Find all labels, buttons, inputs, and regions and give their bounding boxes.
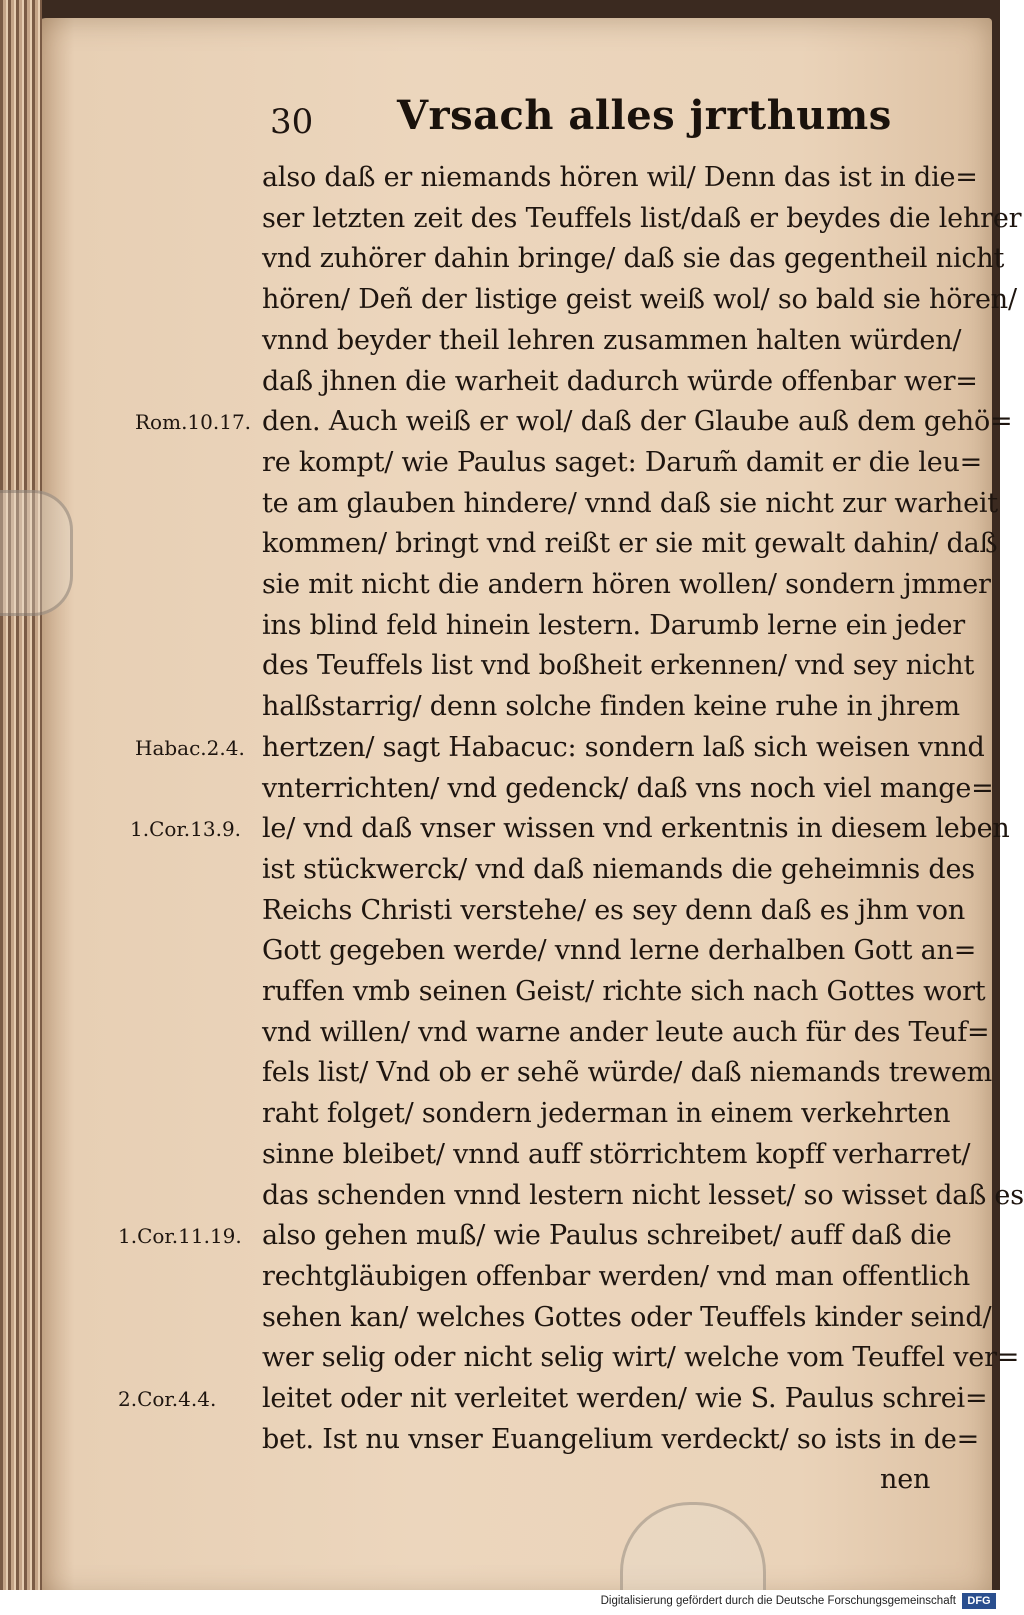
page-header	[262, 92, 922, 152]
text-line: halßstarrig/ denn solche finden keine ruhe in jhrem	[262, 691, 960, 723]
text-line: den. Auch weiß er wol/ daß der Glaube auß dem gehö=	[262, 406, 1013, 438]
page-clip-left	[0, 490, 73, 616]
text-line: ruffen vmb seinen Geist/ richte sich nach Gottes wort	[262, 976, 986, 1007]
margin-reference: 2.Cor.4.4.	[118, 1387, 217, 1411]
text-line: bet. Ist nu vnser Euangelium verdeckt/ so ists in de=	[262, 1423, 980, 1455]
text-line: vnd zuhörer dahin bringe/ daß sie das gegentheil nicht	[262, 243, 1005, 275]
margin-reference: Habac.2.4.	[135, 735, 245, 760]
text-line: leitet oder nit verleitet werden/ wie S. Paulus schrei=	[262, 1383, 988, 1414]
text-line: sehen kan/ welches Gottes oder Teuffels kinder seind/	[262, 1301, 992, 1333]
text-line: te am glauben hindere/ vnnd daß sie nicht zur warheit	[262, 487, 998, 519]
digitization-credit: Digitalisierung gefördert durch die Deutsche Forschungsgemeinschaft	[600, 1595, 956, 1607]
text-line: le/ vnd daß vnser wissen vnd erkentnis in diesem leben	[262, 813, 1010, 845]
text-line: raht folget/ sondern jederman in einem verkehrten	[262, 1098, 951, 1130]
margin-reference: Rom.10.17.	[135, 410, 252, 435]
running-title: Vrsach alles jrrthums	[397, 92, 892, 139]
text-line: Gott gegeben werde/ vnnd lerne derhalben Gott an=	[262, 935, 977, 967]
text-line: das schenden vnnd lestern nicht lesset/ so wisset daß es	[262, 1179, 1024, 1211]
text-line: vnnd beyder theil lehren zusammen halten würden/	[262, 324, 962, 356]
text-line: daß jhnen die warheit dadurch würde offenbar wer=	[262, 365, 978, 397]
text-line: des Teuffels list vnd boßheit erkennen/ vnd sey nicht	[262, 650, 975, 682]
text-line: nen	[880, 1464, 931, 1496]
text-line: re kompt/ wie Paulus saget: Darum̃ damit er die leu=	[262, 446, 983, 478]
text-line: hertzen/ sagt Habacuc: sondern laß sich weisen vnnd	[262, 731, 985, 763]
footer-bar	[0, 1590, 1000, 1615]
text-line: hören/ Deñ der listige geist weiß wol/ so bald sie hören/	[262, 284, 1017, 316]
text-line: Reichs Christi verstehe/ es sey denn daß es jhm von	[262, 894, 966, 926]
text-line: rechtgläubigen offenbar werden/ vnd man offentlich	[262, 1260, 971, 1292]
page-number: 30	[270, 102, 314, 142]
text-line: fels list/ Vnd ob er sehẽ würde/ daß niemands trewem	[262, 1057, 993, 1089]
dfg-logo: DFG	[962, 1593, 996, 1609]
text-line: vnterrichten/ vnd gedenck/ daß vns noch viel mange=	[262, 772, 994, 804]
text-line: sie mit nicht die andern hören wollen/ sondern jmmer	[262, 569, 991, 600]
text-line: ser letzten zeit des Teuffels list/daß er beydes die lehrer	[262, 202, 1022, 234]
text-line: also daß er niemands hören wil/ Denn das ist in die=	[262, 162, 978, 193]
margin-reference: 1.Cor.13.9.	[130, 817, 242, 842]
text-line: vnd willen/ vnd warne ander leute auch für des Teuf=	[262, 1016, 990, 1048]
text-line: ist stückwerck/ vnd daß niemands die geheimnis des	[262, 853, 975, 885]
book-spine	[0, 0, 42, 1590]
text-line: also gehen muß/ wie Paulus schreibet/ auff daß die	[262, 1220, 952, 1252]
text-line: sinne bleibet/ vnnd auff störrichtem kopff verharret/	[262, 1138, 971, 1170]
text-line: ins blind feld hinein lestern. Darumb lerne ein jeder	[262, 609, 965, 641]
text-line: wer selig oder nicht selig wirt/ welche vom Teuffel ver=	[262, 1342, 1020, 1374]
margin-reference: 1.Cor.11.19.	[118, 1224, 242, 1249]
text-line: kommen/ bringt vnd reißt er sie mit gewalt dahin/ daß	[262, 528, 998, 560]
